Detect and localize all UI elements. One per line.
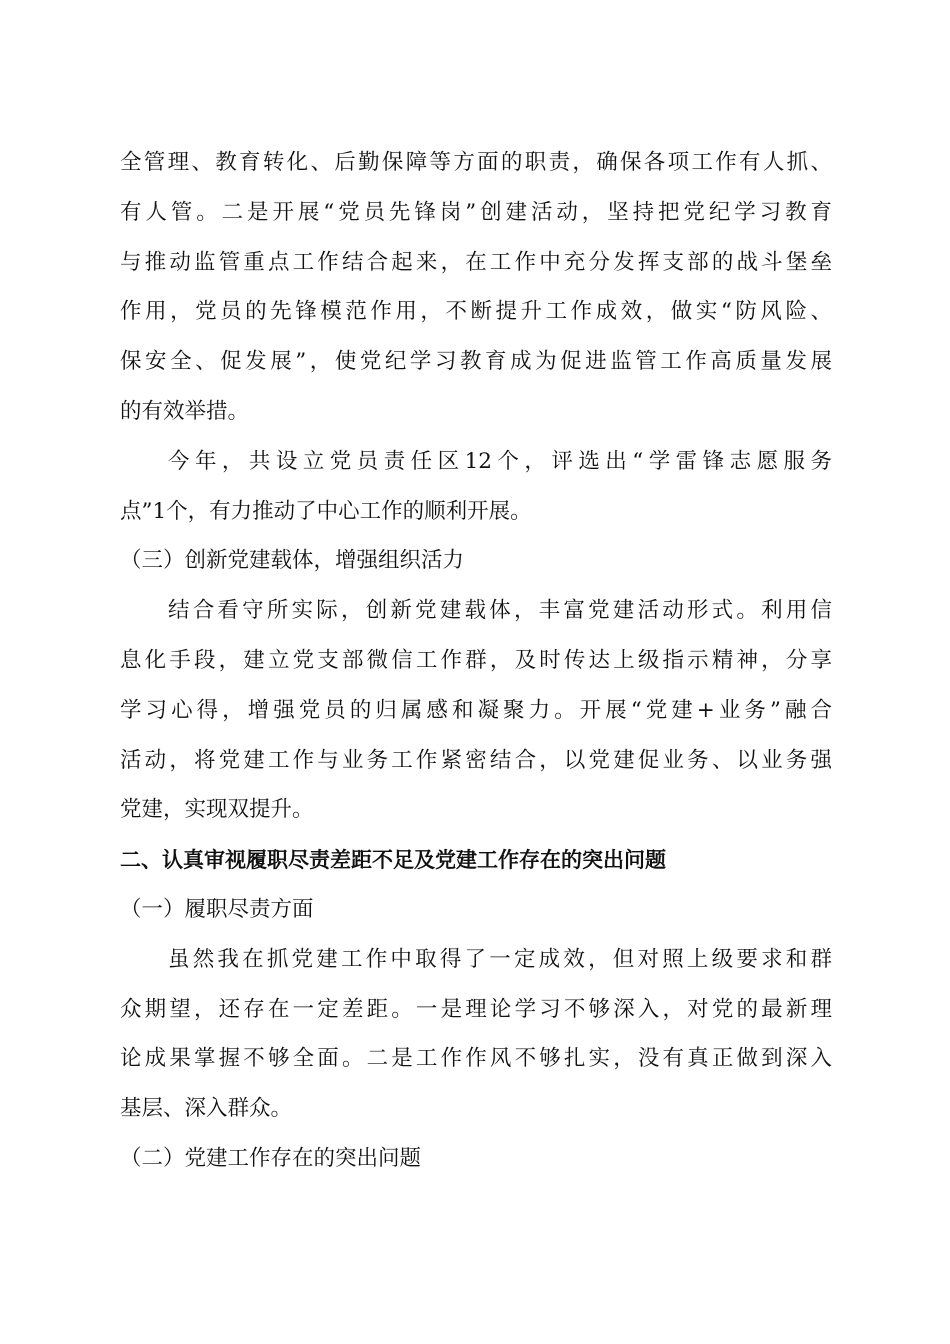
- text-line: 基层、深入群众。: [120, 1096, 293, 1122]
- subsection-heading: （二）党建工作存在的突出问题: [120, 1146, 422, 1171]
- section-heading: 二、认真审视履职尽责差距不足及党建工作存在的突出问题: [120, 848, 666, 873]
- text-line: 作用，党员的先锋模范作用，不断提升工作成效，做实“防风险、: [120, 299, 832, 325]
- text-line: 全管理、教育转化、后勤保障等方面的职责，确保各项工作有人抓、: [120, 150, 832, 175]
- subsection-heading: （一）履职尽责方面: [120, 897, 314, 922]
- text-line: 与推动监管重点工作结合起来，在工作中充分发挥支部的战斗堡垒: [120, 249, 832, 275]
- text-line: 众期望，还存在一定差距。一是理论学习不够深入，对党的最新理: [120, 996, 832, 1022]
- text-line: 学习心得，增强党员的归属感和凝聚力。开展“党建+业务”融合: [120, 697, 832, 723]
- text-line: 今年，共设立党员责任区12个，评选出“学雷锋志愿服务: [168, 448, 832, 474]
- text-line: 保安全、促发展”，使党纪学习教育成为促进监管工作高质量发展: [120, 349, 832, 375]
- text-line: 的有效举措。: [120, 399, 250, 424]
- text-line: 论成果掌握不够全面。二是工作作风不够扎实，没有真正做到深入: [120, 1046, 832, 1072]
- subsection-heading: （三）创新党建载体，增强组织活力: [120, 548, 465, 574]
- text-line: 有人管。二是开展“党员先锋岗”创建活动，坚持把党纪学习教育: [120, 199, 832, 225]
- text-line: 活动，将党建工作与业务工作紧密结合，以党建促业务、以业务强: [120, 747, 832, 773]
- text-line: 党建，实现双提升。: [120, 797, 314, 823]
- text-line: 点”1个，有力推动了中心工作的顺利开展。: [120, 498, 532, 524]
- text-line: 息化手段，建立党支部微信工作群，及时传达上级指示精神，分享: [120, 648, 832, 673]
- text-line: 虽然我在抓党建工作中取得了一定成效，但对照上级要求和群: [168, 946, 832, 972]
- text-line: 结合看守所实际，创新党建载体，丰富党建活动形式。利用信: [168, 598, 832, 624]
